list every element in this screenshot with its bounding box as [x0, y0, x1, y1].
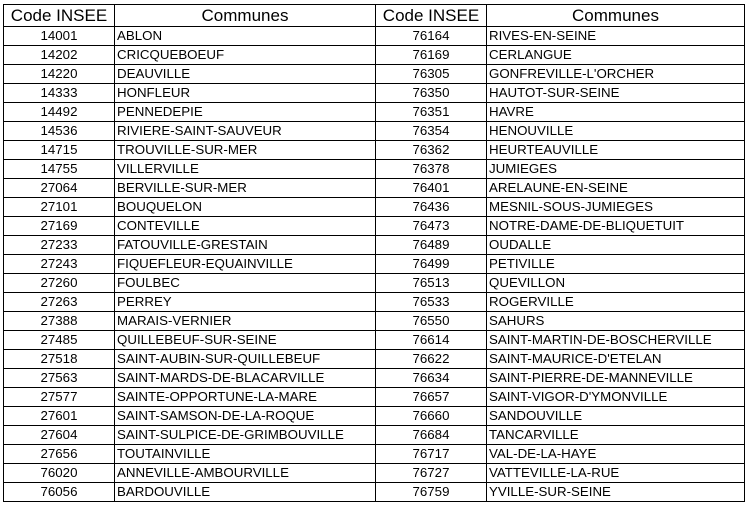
right-code-cell: 76727	[376, 464, 487, 483]
header-row	[4, 5, 745, 27]
left-code-cell: 14333	[4, 84, 115, 103]
right-commune-cell: VATTEVILLE-LA-RUE	[487, 464, 745, 483]
right-commune-cell: HAVRE	[487, 103, 745, 122]
table-row	[4, 293, 745, 312]
left-code-cell: 76020	[4, 464, 115, 483]
left-code-cell: 27577	[4, 388, 115, 407]
right-commune-cell: JUMIEGES	[487, 160, 745, 179]
left-code-cell: 27233	[4, 236, 115, 255]
left-commune-cell: SAINTE-OPPORTUNE-LA-MARE	[115, 388, 376, 407]
right-commune-cell: SAINT-VIGOR-D'YMONVILLE	[487, 388, 745, 407]
right-commune-cell: SAHURS	[487, 312, 745, 331]
right-code-cell: 76499	[376, 255, 487, 274]
left-commune-cell: FATOUVILLE-GRESTAIN	[115, 236, 376, 255]
left-commune-cell: TROUVILLE-SUR-MER	[115, 141, 376, 160]
left-commune-cell: SAINT-AUBIN-SUR-QUILLEBEUF	[115, 350, 376, 369]
right-commune-cell: TANCARVILLE	[487, 426, 745, 445]
table-row	[4, 122, 745, 141]
table-row	[4, 141, 745, 160]
left-commune-cell: HONFLEUR	[115, 84, 376, 103]
table-body	[4, 27, 745, 502]
right-commune-cell: MESNIL-SOUS-JUMIEGES	[487, 198, 745, 217]
left-commune-cell: FOULBEC	[115, 274, 376, 293]
right-commune-cell: CERLANGUE	[487, 46, 745, 65]
left-code-cell: 27518	[4, 350, 115, 369]
right-code-cell: 76378	[376, 160, 487, 179]
left-commune-cell: BOUQUELON	[115, 198, 376, 217]
right-code-cell: 76684	[376, 426, 487, 445]
left-commune-cell: RIVIERE-SAINT-SAUVEUR	[115, 122, 376, 141]
right-code-cell: 76634	[376, 369, 487, 388]
table-row	[4, 84, 745, 103]
left-commune-cell: QUILLEBEUF-SUR-SEINE	[115, 331, 376, 350]
table-row	[4, 445, 745, 464]
right-code-cell: 76759	[376, 483, 487, 502]
right-code-cell: 76513	[376, 274, 487, 293]
left-code-cell: 27169	[4, 217, 115, 236]
right-code-cell: 76622	[376, 350, 487, 369]
table-row	[4, 236, 745, 255]
left-code-cell: 27243	[4, 255, 115, 274]
right-code-cell: 76533	[376, 293, 487, 312]
right-commune-cell: ROGERVILLE	[487, 293, 745, 312]
right-commune-cell: HENOUVILLE	[487, 122, 745, 141]
right-code-cell: 76401	[376, 179, 487, 198]
table-row	[4, 198, 745, 217]
table-row	[4, 464, 745, 483]
right-commune-cell: SANDOUVILLE	[487, 407, 745, 426]
right-code-cell: 76362	[376, 141, 487, 160]
right-code-cell: 76436	[376, 198, 487, 217]
table-row	[4, 388, 745, 407]
left-commune-cell: FIQUEFLEUR-EQUAINVILLE	[115, 255, 376, 274]
left-code-cell: 27563	[4, 369, 115, 388]
left-code-cell: 14001	[4, 27, 115, 46]
left-code-cell: 27485	[4, 331, 115, 350]
left-commune-cell: CRICQUEBOEUF	[115, 46, 376, 65]
table-row	[4, 217, 745, 236]
table-row	[4, 407, 745, 426]
left-code-cell: 27064	[4, 179, 115, 198]
right-commune-cell: GONFREVILLE-L'ORCHER	[487, 65, 745, 84]
right-code-cell: 76614	[376, 331, 487, 350]
left-code-cell: 14220	[4, 65, 115, 84]
right-code-cell: 76717	[376, 445, 487, 464]
left-commune-cell: TOUTAINVILLE	[115, 445, 376, 464]
left-code-cell: 14492	[4, 103, 115, 122]
right-commune-cell: RIVES-EN-SEINE	[487, 27, 745, 46]
right-commune-cell: HAUTOT-SUR-SEINE	[487, 84, 745, 103]
right-commune-cell: YVILLE-SUR-SEINE	[487, 483, 745, 502]
right-code-cell: 76550	[376, 312, 487, 331]
left-code-cell: 14755	[4, 160, 115, 179]
right-code-cell: 76473	[376, 217, 487, 236]
header-code-insee-right: Code INSEE	[376, 5, 487, 27]
table-row	[4, 426, 745, 445]
left-code-cell: 27388	[4, 312, 115, 331]
right-code-cell: 76660	[376, 407, 487, 426]
header-communes-right: Communes	[487, 5, 745, 27]
right-code-cell: 76489	[376, 236, 487, 255]
right-commune-cell: SAINT-MARTIN-DE-BOSCHERVILLE	[487, 331, 745, 350]
right-code-cell: 76169	[376, 46, 487, 65]
right-code-cell: 76305	[376, 65, 487, 84]
table-row	[4, 350, 745, 369]
left-commune-cell: BARDOUVILLE	[115, 483, 376, 502]
right-code-cell: 76351	[376, 103, 487, 122]
table-row	[4, 179, 745, 198]
right-code-cell: 76657	[376, 388, 487, 407]
table-row	[4, 369, 745, 388]
table-row	[4, 103, 745, 122]
header-code-insee-left: Code INSEE	[4, 5, 115, 27]
left-commune-cell: BERVILLE-SUR-MER	[115, 179, 376, 198]
table-row	[4, 160, 745, 179]
right-code-cell: 76164	[376, 27, 487, 46]
left-code-cell: 27101	[4, 198, 115, 217]
right-commune-cell: SAINT-MAURICE-D'ETELAN	[487, 350, 745, 369]
right-commune-cell: SAINT-PIERRE-DE-MANNEVILLE	[487, 369, 745, 388]
table-row	[4, 274, 745, 293]
right-code-cell: 76354	[376, 122, 487, 141]
header-communes-left: Communes	[115, 5, 376, 27]
table-row	[4, 483, 745, 502]
left-commune-cell: VILLERVILLE	[115, 160, 376, 179]
left-commune-cell: SAINT-SULPICE-DE-GRIMBOUVILLE	[115, 426, 376, 445]
right-code-cell: 76350	[376, 84, 487, 103]
left-code-cell: 27601	[4, 407, 115, 426]
left-commune-cell: PENNEDEPIE	[115, 103, 376, 122]
left-commune-cell: SAINT-MARDS-DE-BLACARVILLE	[115, 369, 376, 388]
left-code-cell: 27656	[4, 445, 115, 464]
right-commune-cell: VAL-DE-LA-HAYE	[487, 445, 745, 464]
right-commune-cell: NOTRE-DAME-DE-BLIQUETUIT	[487, 217, 745, 236]
left-code-cell: 14536	[4, 122, 115, 141]
table-row	[4, 46, 745, 65]
left-code-cell: 14202	[4, 46, 115, 65]
left-code-cell: 27260	[4, 274, 115, 293]
table-row	[4, 65, 745, 84]
right-commune-cell: QUEVILLON	[487, 274, 745, 293]
communes-table	[3, 4, 745, 502]
table-row	[4, 312, 745, 331]
left-commune-cell: ANNEVILLE-AMBOURVILLE	[115, 464, 376, 483]
left-commune-cell: PERREY	[115, 293, 376, 312]
right-commune-cell: ARELAUNE-EN-SEINE	[487, 179, 745, 198]
right-commune-cell: OUDALLE	[487, 236, 745, 255]
right-commune-cell: PETIVILLE	[487, 255, 745, 274]
left-code-cell: 27604	[4, 426, 115, 445]
left-code-cell: 14715	[4, 141, 115, 160]
left-code-cell: 76056	[4, 483, 115, 502]
right-commune-cell: HEURTEAUVILLE	[487, 141, 745, 160]
table-row	[4, 331, 745, 350]
left-commune-cell: DEAUVILLE	[115, 65, 376, 84]
left-code-cell: 27263	[4, 293, 115, 312]
table-row	[4, 255, 745, 274]
left-commune-cell: CONTEVILLE	[115, 217, 376, 236]
left-commune-cell: ABLON	[115, 27, 376, 46]
left-commune-cell: SAINT-SAMSON-DE-LA-ROQUE	[115, 407, 376, 426]
left-commune-cell: MARAIS-VERNIER	[115, 312, 376, 331]
table-row	[4, 27, 745, 46]
